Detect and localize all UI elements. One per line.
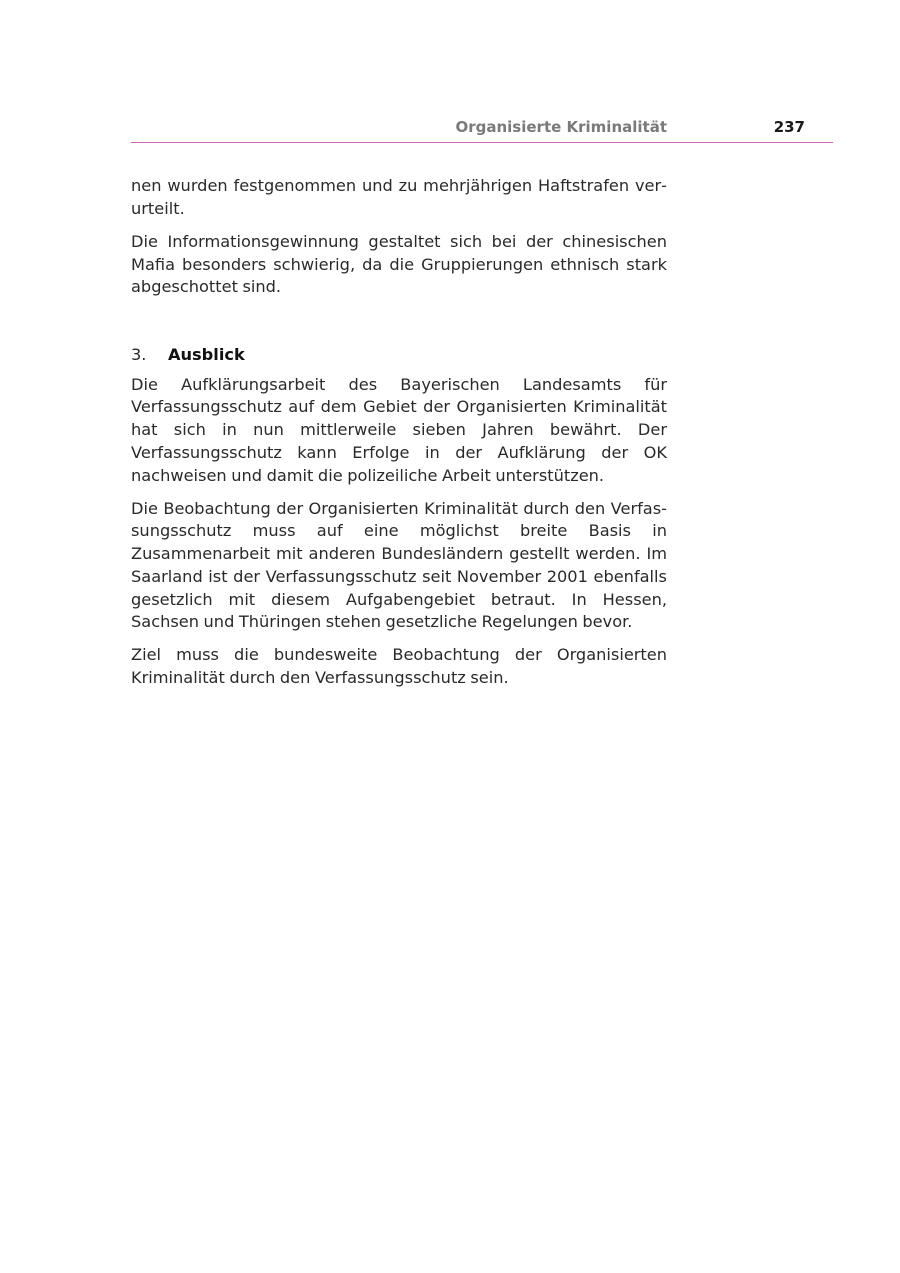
section-title: Ausblick <box>168 345 245 365</box>
paragraph: Die Aufklärungsarbeit des Bayerischen Landesamts für Verfassungsschutz auf dem Gebiet der Organisierten Kriminalität hat sich in nun mittlerweile sieben Jahren bewährt. Der Verfassungsschutz kann Erfolge in der Aufklärung der OK nachweisen und damit die polizeiliche Arbeit unterstützen. <box>131 374 667 485</box>
page-body <box>131 175 667 690</box>
page-number: 237 <box>773 118 805 136</box>
section-number: 3. <box>131 345 147 365</box>
paragraph: Die Beobachtung der Organisierten Kriminalität durch den Verfassungsschutz muss auf eine möglichst breite Basis in Zusammenarbeit mit anderen Bundesländern gestellt werden. Im Saarland ist der Verfassungsschutz seit November 2001 ebenfalls gesetzlich mit diesem Aufgabengebiet betraut. In Hessen, Sachsen und Thüringen stehen gesetzliche Regelungen bevor. <box>131 498 667 632</box>
paragraph: Die Informationsgewinnung gestaltet sich bei der chinesischen Mafia besonders schwierig, da die Gruppierungen ethnisch stark abgeschottet sind. <box>131 231 667 297</box>
paragraph: nen wurden festgenommen und zu mehrjährigen Haftstrafen verurteilt. <box>131 176 667 218</box>
running-title: Organisierte Kriminalität <box>455 118 667 136</box>
paragraph: Ziel muss die bundesweite Beobachtung der Organisierten Kriminalität durch den Verfassungsschutz sein. <box>131 645 667 688</box>
section-heading <box>131 344 667 367</box>
running-header <box>131 116 833 143</box>
